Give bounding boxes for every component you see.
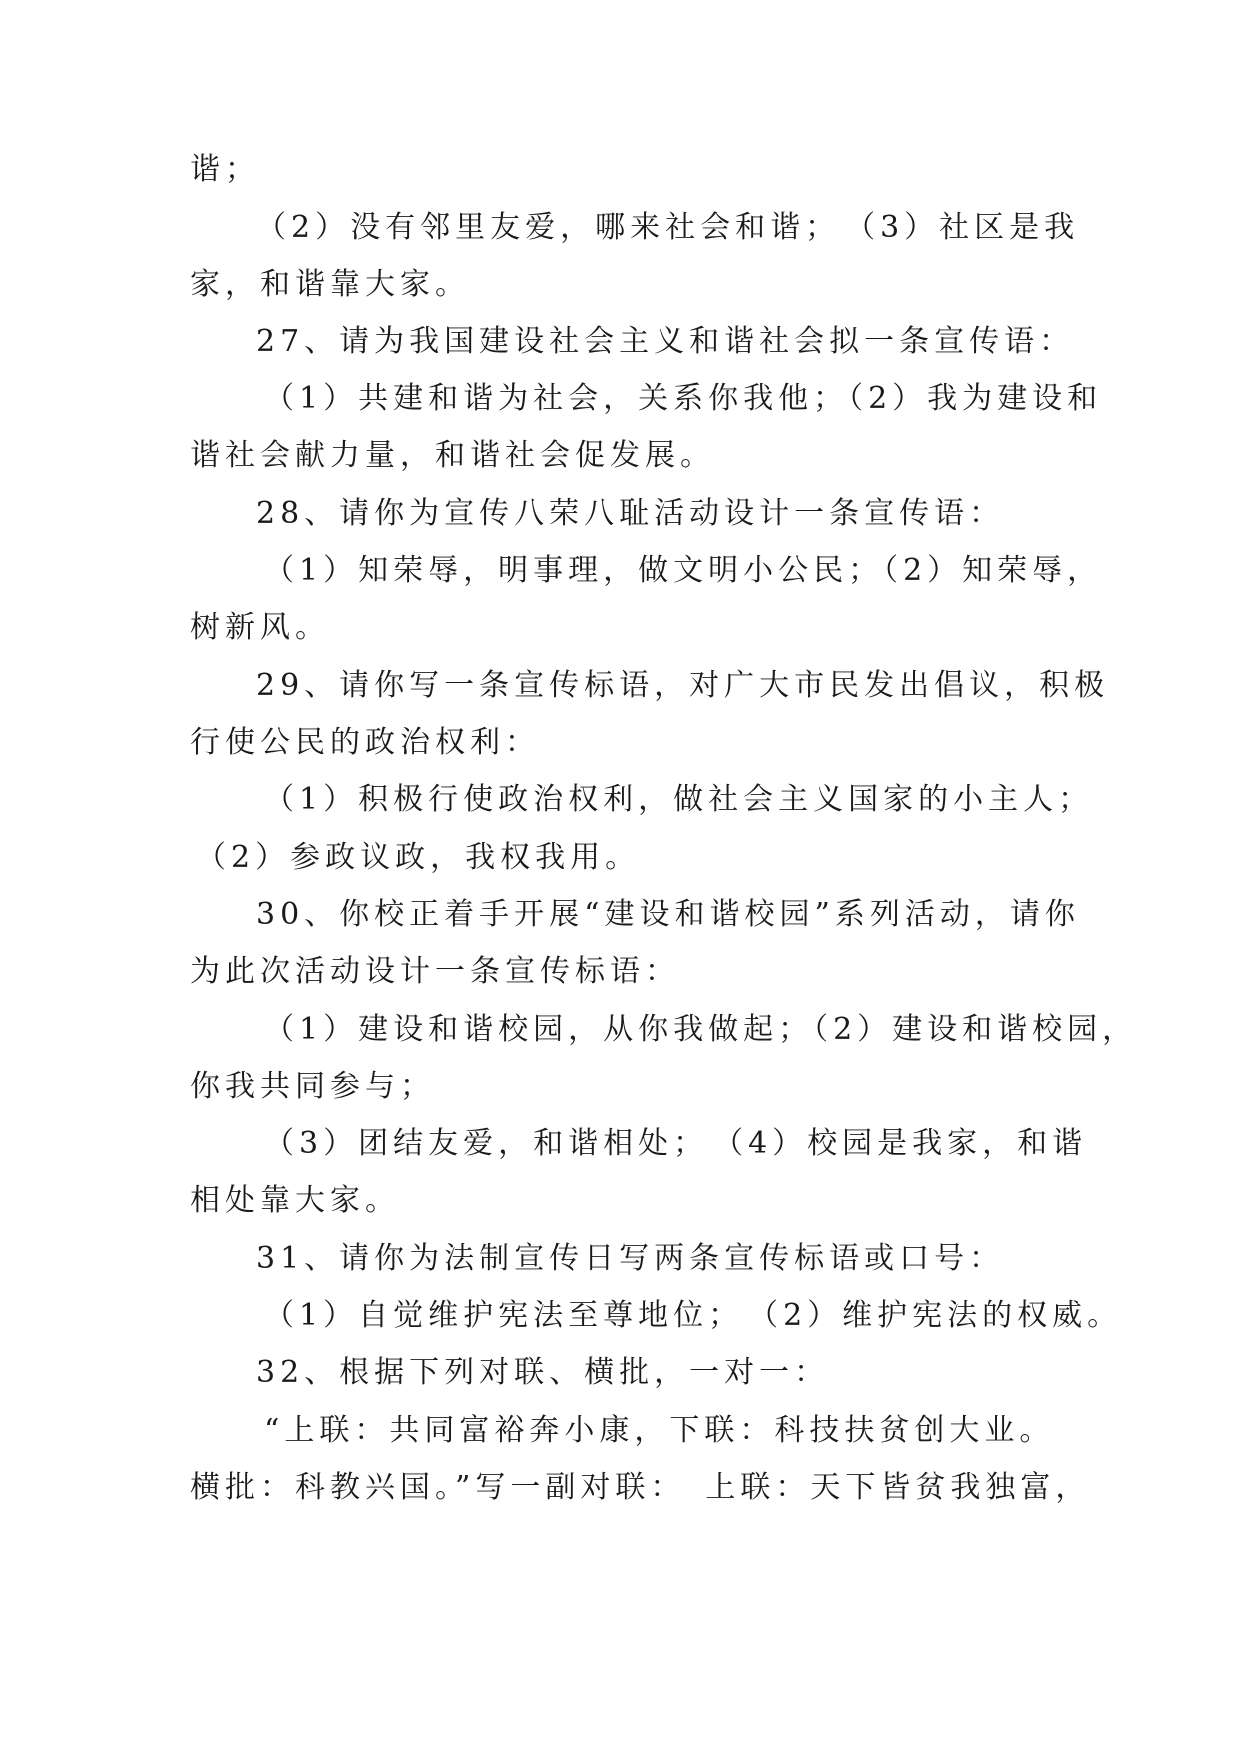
text-line: （1）自觉维护宪法至尊地位； （2）维护宪法的权威。 bbox=[264, 1298, 1123, 1333]
text-line: （3）团结友爱，和谐相处； （4）校园是我家，和谐 bbox=[264, 1126, 1088, 1161]
text-line: （2）参政议政，我权我用。 bbox=[196, 840, 641, 875]
text-line: （1）共建和谐为社会，关系你我他；（2）我为建设和 bbox=[264, 381, 1103, 416]
text-line: 为此次活动设计一条宣传标语： bbox=[190, 954, 680, 989]
text-line: 谐社会献力量，和谐社会促发展。 bbox=[190, 438, 715, 473]
text-line: （1）知荣辱，明事理，做文明小公民；（2）知荣辱， bbox=[264, 553, 1103, 588]
text-line: 行使公民的政治权利： bbox=[190, 725, 540, 760]
text-line: 相处靠大家。 bbox=[190, 1183, 400, 1218]
text-line: 你我共同参与； bbox=[190, 1069, 435, 1104]
question-27: 27、请为我国建设社会主义和谐社会拟一条宣传语： bbox=[256, 324, 1075, 359]
question-30: 30、你校正着手开展“建设和谐校园”系列活动，请你 bbox=[256, 897, 1080, 932]
question-31: 31、请你为法制宣传日写两条宣传标语或口号： bbox=[256, 1241, 1005, 1276]
text-line: 树新风。 bbox=[190, 610, 330, 645]
text-line: （1）积极行使政治权利，做社会主义国家的小主人； bbox=[264, 782, 1094, 817]
question-28: 28、请你为宣传八荣八耻活动设计一条宣传语： bbox=[256, 496, 1005, 531]
text-line: 家，和谐靠大家。 bbox=[190, 267, 470, 302]
text-line: （1）建设和谐校园，从你我做起；（2）建设和谐校园， bbox=[264, 1012, 1138, 1047]
text-line: 横批：科教兴国。”写一副对联： 上联：天下皆贫我独富， bbox=[190, 1470, 1091, 1505]
question-29: 29、请你写一条宣传标语，对广大市民发出倡议，积极 bbox=[256, 668, 1110, 703]
text-line: “上联：共同富裕奔小康，下联：科技扶贫创大业。 bbox=[264, 1413, 1055, 1448]
question-32: 32、根据下列对联、横批，一对一： bbox=[256, 1355, 830, 1390]
text-line: 谐； bbox=[190, 152, 260, 187]
text-line: （2）没有邻里友爱，哪来社会和谐； （3）社区是我 bbox=[256, 210, 1080, 245]
